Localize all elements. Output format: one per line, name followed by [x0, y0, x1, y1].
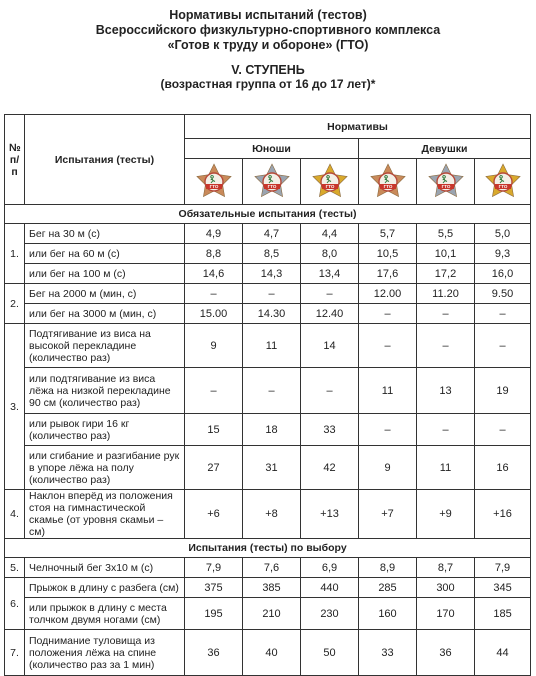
- girls-value: –: [417, 324, 475, 368]
- boys-value: 33: [301, 414, 359, 446]
- girls-value: 160: [359, 598, 417, 630]
- document-header: [0, 0, 536, 91]
- boys-value: –: [301, 368, 359, 414]
- boys-value: –: [185, 368, 243, 414]
- optional-section-header: Испытания (тесты) по выбору: [5, 539, 531, 558]
- table-row: [5, 244, 531, 264]
- boys-value: 14,6: [185, 264, 243, 284]
- age-group: (возрастная группа от 16 до 17 лет)*: [160, 77, 376, 91]
- boys-value: 27: [185, 446, 243, 490]
- test-name: или рывок гири 16 кг (количество раз): [25, 414, 185, 446]
- boys-value: +13: [301, 490, 359, 539]
- boys-value: 6,9: [301, 558, 359, 578]
- gold-badge-icon: [484, 163, 522, 201]
- girls-value: 10,1: [417, 244, 475, 264]
- table-row: [5, 490, 531, 539]
- badge-label: ГТО: [441, 183, 450, 189]
- girls-value: 8,7: [417, 558, 475, 578]
- test-name: Прыжок в длину с разбега (см): [25, 578, 185, 598]
- badge-cell: [243, 159, 301, 205]
- badge-cell: [185, 159, 243, 205]
- girls-value: 5,0: [475, 224, 531, 244]
- boys-value: +6: [185, 490, 243, 539]
- boys-value: +8: [243, 490, 301, 539]
- table-row: [5, 368, 531, 414]
- boys-value: –: [243, 284, 301, 304]
- row-number: 7.: [5, 630, 25, 676]
- silver-badge-icon: [427, 163, 465, 201]
- title-line: «Готов к труду и обороне» (ГТО): [167, 38, 369, 52]
- badge-cell: [359, 159, 417, 205]
- test-name: Бег на 30 м (с): [25, 224, 185, 244]
- girls-value: 300: [417, 578, 475, 598]
- table-row: [5, 578, 531, 598]
- boys-value: 7,9: [185, 558, 243, 578]
- column-header-test: Испытания (тесты): [25, 115, 185, 205]
- girls-value: 44: [475, 630, 531, 676]
- row-number: 6.: [5, 578, 25, 630]
- table-row: [5, 264, 531, 284]
- table-row: [5, 324, 531, 368]
- column-header-number: № п/п: [5, 115, 25, 205]
- gold-badge-icon: [311, 163, 349, 201]
- boys-value: 4,9: [185, 224, 243, 244]
- girls-value: 13: [417, 368, 475, 414]
- table-row: [5, 598, 531, 630]
- table-row: [5, 304, 531, 324]
- boys-value: 50: [301, 630, 359, 676]
- boys-value: 31: [243, 446, 301, 490]
- girls-value: 345: [475, 578, 531, 598]
- boys-value: 210: [243, 598, 301, 630]
- boys-value: 8,5: [243, 244, 301, 264]
- row-number: 3.: [5, 324, 25, 490]
- table-row: [5, 630, 531, 676]
- step-title: V. СТУПЕНЬ: [231, 63, 305, 77]
- girls-value: 16: [475, 446, 531, 490]
- boys-value: 42: [301, 446, 359, 490]
- girls-value: –: [475, 324, 531, 368]
- badge-cell: [417, 159, 475, 205]
- girls-value: 10,5: [359, 244, 417, 264]
- girls-value: 8,9: [359, 558, 417, 578]
- badge-label: ГТО: [383, 183, 392, 189]
- test-name: или бег на 3000 м (мин, с): [25, 304, 185, 324]
- badge-label: ГТО: [498, 183, 507, 189]
- girls-value: +7: [359, 490, 417, 539]
- boys-value: 14.30: [243, 304, 301, 324]
- test-name: Подтягивание из виса на высокой перекладине (количество раз): [25, 324, 185, 368]
- girls-value: 11: [359, 368, 417, 414]
- boys-value: 385: [243, 578, 301, 598]
- badge-label: ГТО: [209, 183, 218, 189]
- girls-value: 5,5: [417, 224, 475, 244]
- girls-value: 9.50: [475, 284, 531, 304]
- girls-value: 170: [417, 598, 475, 630]
- row-number: 2.: [5, 284, 25, 324]
- title-line: Всероссийского физкультурно-спортивного комплекса: [95, 23, 441, 37]
- test-name: или прыжок в длину с места толчком двумя ногами (см): [25, 598, 185, 630]
- silver-badge-icon: [253, 163, 291, 201]
- girls-value: 16,0: [475, 264, 531, 284]
- bronze-badge-icon: [195, 163, 233, 201]
- test-name: или подтягивание из виса лёжа на низкой перекладине 90 см (количество раз): [25, 368, 185, 414]
- girls-value: –: [417, 414, 475, 446]
- test-name: или сгибание и разгибание рук в упоре лёжа на полу (количество раз): [25, 446, 185, 490]
- badge-label: ГТО: [267, 183, 276, 189]
- boys-value: 7,6: [243, 558, 301, 578]
- test-name: Бег на 2000 м (мин, с): [25, 284, 185, 304]
- column-header-norms: Нормативы: [185, 115, 531, 139]
- row-number: 4.: [5, 490, 25, 539]
- table-row: [5, 446, 531, 490]
- boys-value: 440: [301, 578, 359, 598]
- girls-value: 36: [417, 630, 475, 676]
- girls-value: 285: [359, 578, 417, 598]
- test-name: Челночный бег 3х10 м (с): [25, 558, 185, 578]
- girls-value: 12.00: [359, 284, 417, 304]
- girls-value: –: [359, 414, 417, 446]
- test-name: Поднимание туловища из положения лёжа на спине (количество раз за 1 мин): [25, 630, 185, 676]
- girls-value: –: [475, 304, 531, 324]
- title-line: Нормативы испытаний (тестов): [169, 8, 367, 22]
- girls-value: 17,2: [417, 264, 475, 284]
- girls-value: 5,7: [359, 224, 417, 244]
- boys-value: 9: [185, 324, 243, 368]
- test-name: или бег на 60 м (с): [25, 244, 185, 264]
- girls-value: 17,6: [359, 264, 417, 284]
- girls-value: +16: [475, 490, 531, 539]
- girls-value: +9: [417, 490, 475, 539]
- table-row: [5, 224, 531, 244]
- girls-value: 11: [417, 446, 475, 490]
- girls-value: 19: [475, 368, 531, 414]
- mandatory-section-header: Обязательные испытания (тесты): [5, 205, 531, 224]
- row-number: 1.: [5, 224, 25, 284]
- boys-value: 15.00: [185, 304, 243, 324]
- badge-cell: [475, 159, 531, 205]
- badge-cell: [301, 159, 359, 205]
- boys-value: 230: [301, 598, 359, 630]
- girls-value: 11.20: [417, 284, 475, 304]
- boys-value: 4,4: [301, 224, 359, 244]
- boys-value: 11: [243, 324, 301, 368]
- boys-value: 195: [185, 598, 243, 630]
- badge-label: ГТО: [325, 183, 334, 189]
- boys-value: 375: [185, 578, 243, 598]
- girls-value: 9,3: [475, 244, 531, 264]
- boys-value: 36: [185, 630, 243, 676]
- boys-value: 14,3: [243, 264, 301, 284]
- boys-value: 40: [243, 630, 301, 676]
- boys-value: 18: [243, 414, 301, 446]
- boys-value: –: [185, 284, 243, 304]
- girls-value: 9: [359, 446, 417, 490]
- boys-header: Юноши: [185, 139, 359, 159]
- girls-value: 33: [359, 630, 417, 676]
- boys-value: 14: [301, 324, 359, 368]
- boys-value: 8,0: [301, 244, 359, 264]
- table-row: [5, 414, 531, 446]
- test-name: или бег на 100 м (с): [25, 264, 185, 284]
- boys-value: –: [243, 368, 301, 414]
- table-row: [5, 284, 531, 304]
- girls-value: 185: [475, 598, 531, 630]
- boys-value: 12.40: [301, 304, 359, 324]
- boys-value: 8,8: [185, 244, 243, 264]
- norms-table: [4, 114, 531, 676]
- boys-value: 13,4: [301, 264, 359, 284]
- girls-value: –: [359, 304, 417, 324]
- girls-value: –: [359, 324, 417, 368]
- test-name: Наклон вперёд из положения стоя на гимнастической скамье (от уровня скамьи – см): [25, 490, 185, 539]
- boys-value: 4,7: [243, 224, 301, 244]
- bronze-badge-icon: [369, 163, 407, 201]
- girls-value: –: [475, 414, 531, 446]
- row-number: 5.: [5, 558, 25, 578]
- table-row: [5, 558, 531, 578]
- girls-header: Девушки: [359, 139, 531, 159]
- boys-value: 15: [185, 414, 243, 446]
- girls-value: –: [417, 304, 475, 324]
- boys-value: –: [301, 284, 359, 304]
- girls-value: 7,9: [475, 558, 531, 578]
